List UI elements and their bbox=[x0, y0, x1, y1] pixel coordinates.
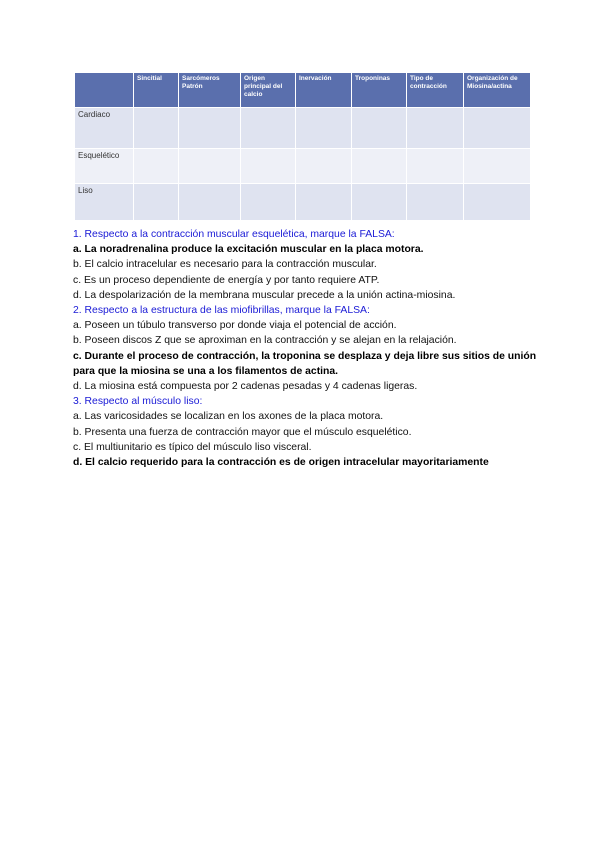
table-cell bbox=[134, 149, 178, 183]
question-list bbox=[73, 227, 543, 470]
table-cell bbox=[407, 108, 463, 148]
question-option-correct: c. Durante el proceso de contracción, la troponina se desplaza y deja libre sus sitios de unión para que la miosina se una a los filamentos de actina. bbox=[73, 350, 537, 377]
question-stem: 2. Respecto a la estructura de las miofibrillas, marque la FALSA: bbox=[73, 305, 370, 317]
table-cell bbox=[241, 184, 295, 220]
muscle-comparison-table bbox=[74, 72, 531, 221]
table-cell bbox=[296, 108, 351, 148]
table-header-cell: Troponinas bbox=[352, 73, 406, 107]
table-header-cell: Origen principal del calcio bbox=[241, 73, 295, 107]
question-option: c. El multiunitario es típico del músculo liso visceral. bbox=[73, 441, 312, 453]
table-cell bbox=[464, 184, 530, 220]
question-option: a. Las varicosidades se localizan en los axones de la placa motora. bbox=[73, 411, 384, 423]
table-cell bbox=[296, 149, 351, 183]
table-cell bbox=[407, 149, 463, 183]
row-label: Esquelético bbox=[75, 149, 133, 183]
table-cell bbox=[134, 108, 178, 148]
table-cell bbox=[407, 184, 463, 220]
table-row bbox=[75, 149, 530, 183]
table-cell bbox=[179, 184, 240, 220]
table-header-cell: Tipo de contracción bbox=[407, 73, 463, 107]
table-cell bbox=[352, 149, 406, 183]
table-cell bbox=[179, 149, 240, 183]
question-option: a. Poseen un túbulo transverso por donde viaja el potencial de acción. bbox=[73, 320, 397, 332]
question-option: b. Poseen discos Z que se aproximan en la contracción y se alejan en la relajación. bbox=[73, 335, 457, 347]
table-cell bbox=[296, 184, 351, 220]
question-option: d. La miosina está compuesta por 2 cadenas pesadas y 4 cadenas ligeras. bbox=[73, 381, 418, 393]
table-cell bbox=[352, 108, 406, 148]
question-option-correct: a. La noradrenalina produce la excitación muscular en la placa motora. bbox=[73, 244, 424, 256]
question-option: b. Presenta una fuerza de contracción mayor que el músculo esquelético. bbox=[73, 426, 412, 438]
table-cell bbox=[134, 184, 178, 220]
table-cell bbox=[352, 184, 406, 220]
question-option: b. El calcio intracelular es necesario para la contracción muscular. bbox=[73, 259, 377, 271]
question-option: d. La despolarización de la membrana muscular precede a la unión actina-miosina. bbox=[73, 289, 456, 301]
table-cell bbox=[179, 108, 240, 148]
row-label: Liso bbox=[75, 184, 133, 220]
table-row bbox=[75, 184, 530, 220]
table-header-cell bbox=[75, 73, 133, 107]
question-option: c. Es un proceso dependiente de energía y por tanto requiere ATP. bbox=[73, 274, 380, 286]
table-header-cell: Sarcómeros Patrón bbox=[179, 73, 240, 107]
table-header-cell: Inervación bbox=[296, 73, 351, 107]
question-stem: 1. Respecto a la contracción muscular esquelética, marque la FALSA: bbox=[73, 229, 395, 240]
table-header-cell: Organización de Miosina/actina bbox=[464, 73, 530, 107]
table-cell bbox=[241, 149, 295, 183]
question-option-correct: d. El calcio requerido para la contracción es de origen intracelular mayoritariamente bbox=[73, 457, 489, 469]
question-stem: 3. Respecto al músculo liso: bbox=[73, 396, 203, 408]
table-cell bbox=[241, 108, 295, 148]
table-cell bbox=[464, 108, 530, 148]
row-label: Cardiaco bbox=[75, 108, 133, 148]
table-header-row bbox=[75, 73, 530, 107]
table-row bbox=[75, 108, 530, 148]
table-header-cell: Sincitial bbox=[134, 73, 178, 107]
table-cell bbox=[464, 149, 530, 183]
summary-table-container bbox=[74, 72, 526, 221]
